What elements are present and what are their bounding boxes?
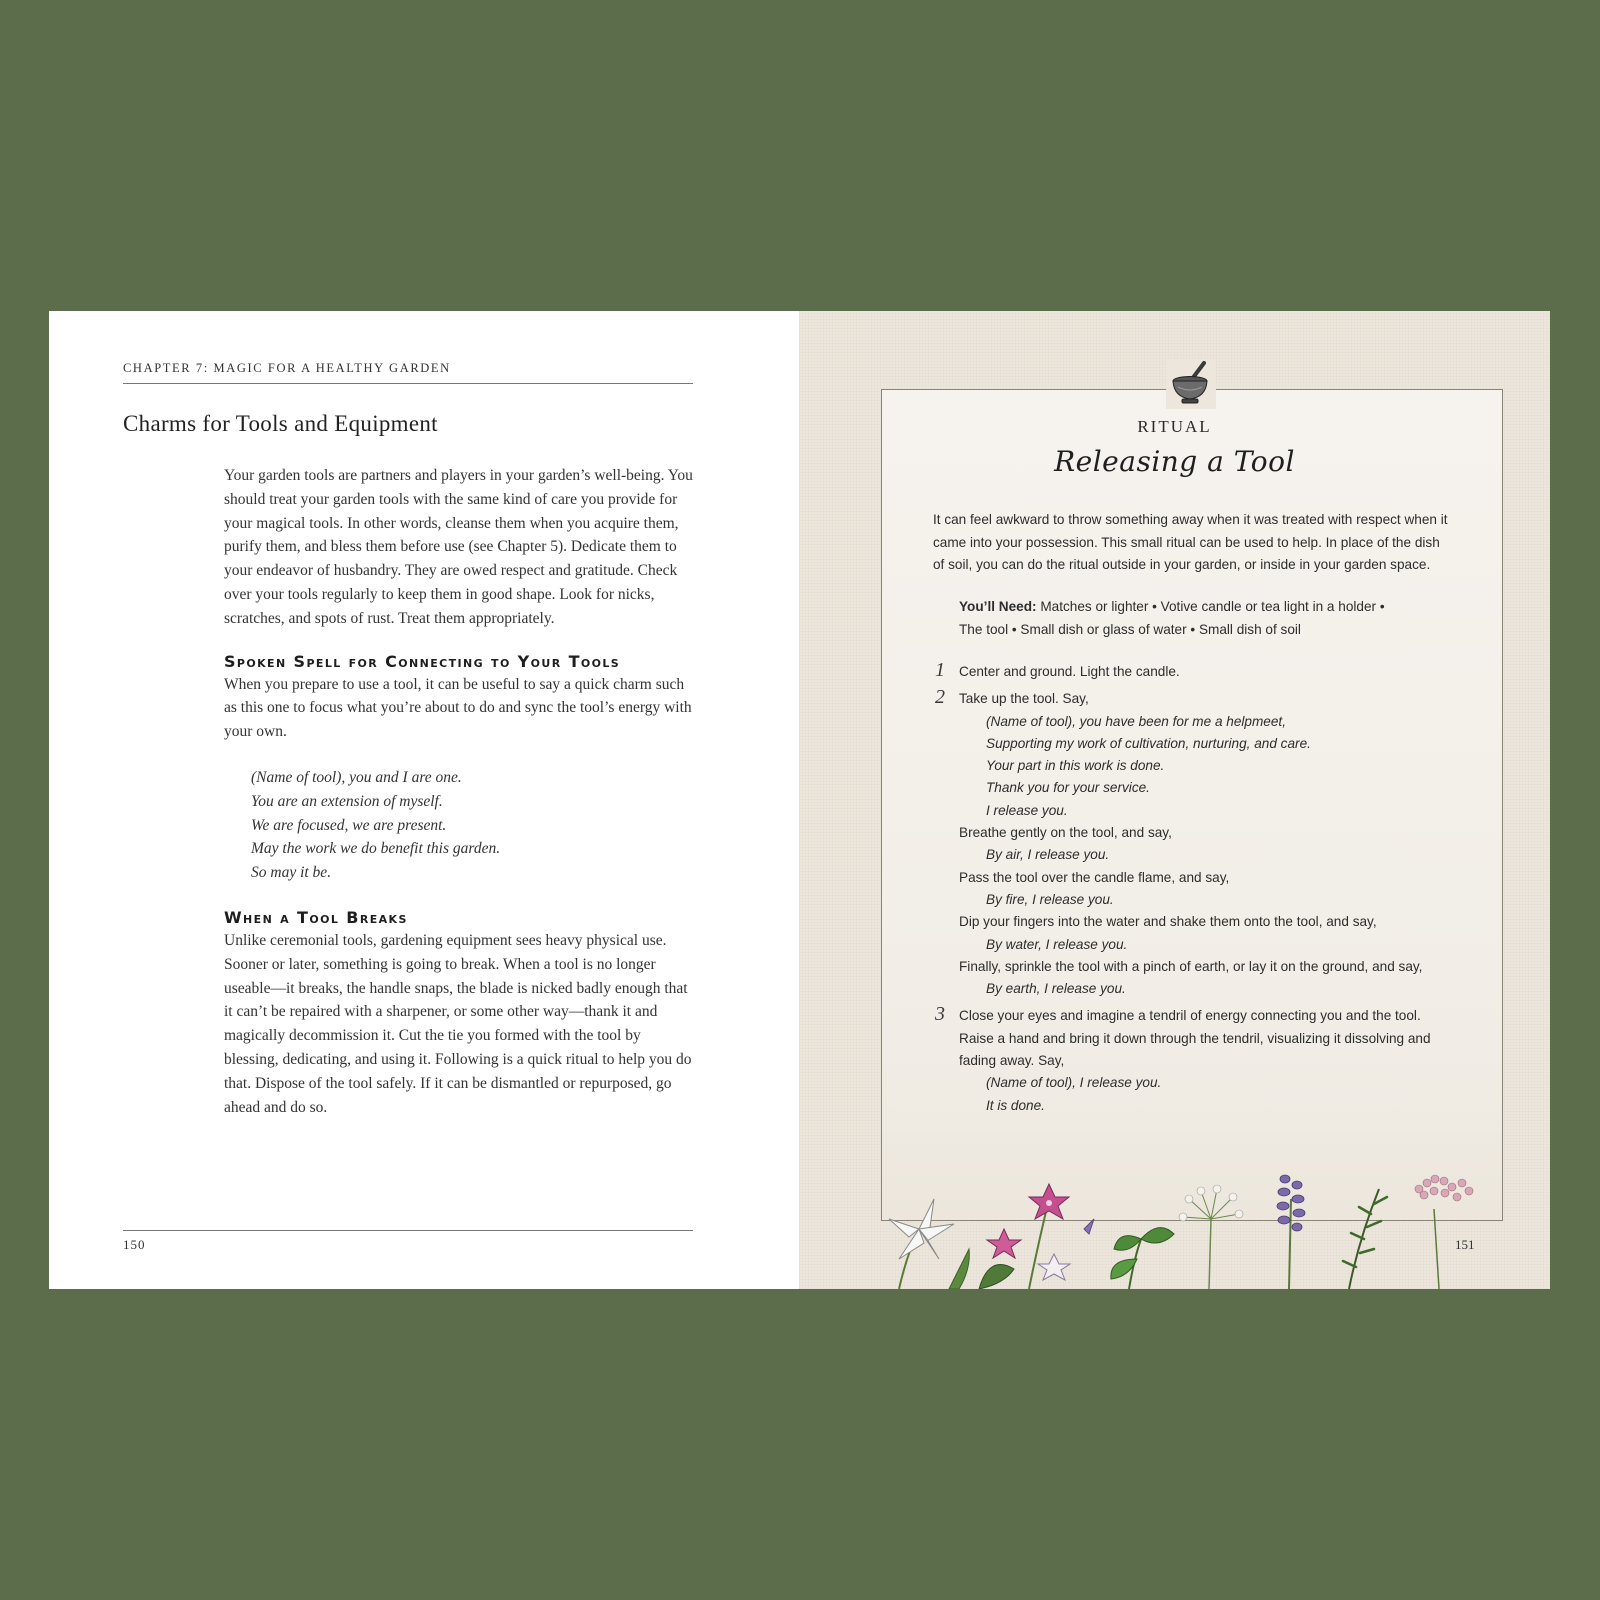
left-column	[224, 464, 694, 1119]
breaks-paragraph: Unlike ceremonial tools, gardening equipment sees heavy physical use. Sooner or later, something is going to break. When a tool is no longer useable—it breaks, the handle snaps, the blade is nicked badly enough that it can’t be repaired with a sharpener, or some other way—thank it and magically decommission it. Cut the tie you formed with the tool by blessing, dedicating, and using it. Following is a quick ritual to help you do that. Dispose of the tool safely. If it can be dismantled or repurposed, go ahead and do so.	[224, 931, 692, 1116]
supplies-line	[959, 596, 1429, 619]
ritual-step	[935, 688, 1455, 1000]
supplies-items: Matches or lighter • Votive candle or tea light in a holder •	[1040, 599, 1385, 614]
supplies-label: You’ll Need:	[959, 599, 1037, 614]
spoken-line: Supporting my work of cultivation, nurturing, and care.	[986, 735, 1311, 751]
book-spread	[49, 311, 1550, 1289]
botanical-illustration	[879, 1159, 1479, 1289]
spoken-line: (Name of tool), I release you.	[986, 1075, 1162, 1091]
page-number-left: 150	[123, 1237, 146, 1252]
intro-paragraph: Your garden tools are partners and players in your garden’s well-being. You should treat your garden tools with the same kind of care you provide for your magical tools. In other words, cleanse them when you acquire them, purify them, and bless them before use (see Chapter 5). Dedicate them to your endeavor of husbandry. They are owed respect and gratitude. Check over your tools regularly to keep them in good shape. Look for nicks, scratches, and spots of rust. Treat them appropriately.	[224, 467, 693, 627]
ritual-intro: It can feel awkward to throw something away when it was treated with respect when it came into your possession. This small ritual can be used to help. In place of the dish of soil, you can do the ritual outside in your garden, or inside in your garden space.	[933, 512, 1448, 572]
right-page	[799, 311, 1550, 1289]
ritual-title: Releasing a Tool	[1054, 445, 1295, 478]
charm-verse	[251, 766, 694, 885]
ritual-step	[935, 1005, 1455, 1116]
spoken-line: Thank you for your service.	[986, 780, 1150, 796]
page-number-right: 151	[1455, 1237, 1475, 1252]
spoken-line: (Name of tool), you have been for me a helpmeet,	[986, 713, 1286, 729]
instruction-line: Take up the tool. Say,	[959, 691, 1089, 707]
subhead-tool-breaks: When a Tool Breaks	[224, 907, 408, 927]
running-head: CHAPTER 7: MAGIC FOR A HEALTHY GARDEN	[123, 361, 451, 375]
spell-paragraph: When you prepare to use a tool, it can be useful to say a quick charm such as this one to focus what you’re about to do and sync the tool’s energy with your own.	[224, 675, 692, 741]
instruction-line: Pass the tool over the candle flame, and say,	[959, 869, 1230, 885]
instruction-line: Close your eyes and imagine a tendril of energy connecting you and the tool.	[959, 1008, 1421, 1024]
spoken-line: By fire, I release you.	[986, 891, 1114, 907]
verse-line: (Name of tool), you and I are one.	[251, 768, 462, 786]
supplies-line: The tool • Small dish or glass of water • Small dish of soil	[959, 621, 1301, 637]
spoken-line: By water, I release you.	[986, 936, 1128, 952]
verse-line: May the work we do benefit this garden.	[251, 840, 501, 858]
step-number: 3	[935, 1003, 945, 1026]
verse-line: So may it be.	[251, 864, 332, 882]
left-page	[49, 311, 799, 1289]
subhead-spoken-spell: Spoken Spell for Connecting to Your Tools	[224, 651, 621, 671]
supplies-list	[959, 596, 1429, 641]
step-number: 2	[935, 686, 945, 709]
instruction-line: Raise a hand and bring it down through the tendril, visualizing it dissolving and	[959, 1030, 1431, 1046]
header-rule	[123, 383, 693, 384]
spoken-line: Your part in this work is done.	[986, 758, 1165, 774]
ritual-step	[935, 661, 1455, 683]
verse-line: We are focused, we are present.	[251, 816, 447, 834]
spoken-line: By earth, I release you.	[986, 981, 1126, 997]
instruction-line: Breathe gently on the tool, and say,	[959, 825, 1172, 841]
instruction-line: Dip your fingers into the water and shake them onto the tool, and say,	[959, 914, 1377, 930]
spoken-line: By air, I release you.	[986, 847, 1110, 863]
instruction-line: Center and ground. Light the candle.	[959, 664, 1180, 679]
instruction-line: Finally, sprinkle the tool with a pinch of earth, or lay it on the ground, and say,	[959, 958, 1423, 974]
ritual-steps	[935, 661, 1455, 1117]
verse-line: You are an extension of myself.	[251, 792, 443, 810]
mortar-and-pestle-icon	[1166, 359, 1216, 409]
spoken-line: I release you.	[986, 802, 1068, 818]
spoken-line: It is done.	[986, 1097, 1045, 1113]
ritual-label: RITUAL	[1137, 417, 1212, 436]
instruction-line: fading away. Say,	[959, 1053, 1065, 1069]
footer-rule	[123, 1230, 693, 1231]
step-number: 1	[935, 659, 945, 681]
section-title: Charms for Tools and Equipment	[123, 411, 438, 436]
